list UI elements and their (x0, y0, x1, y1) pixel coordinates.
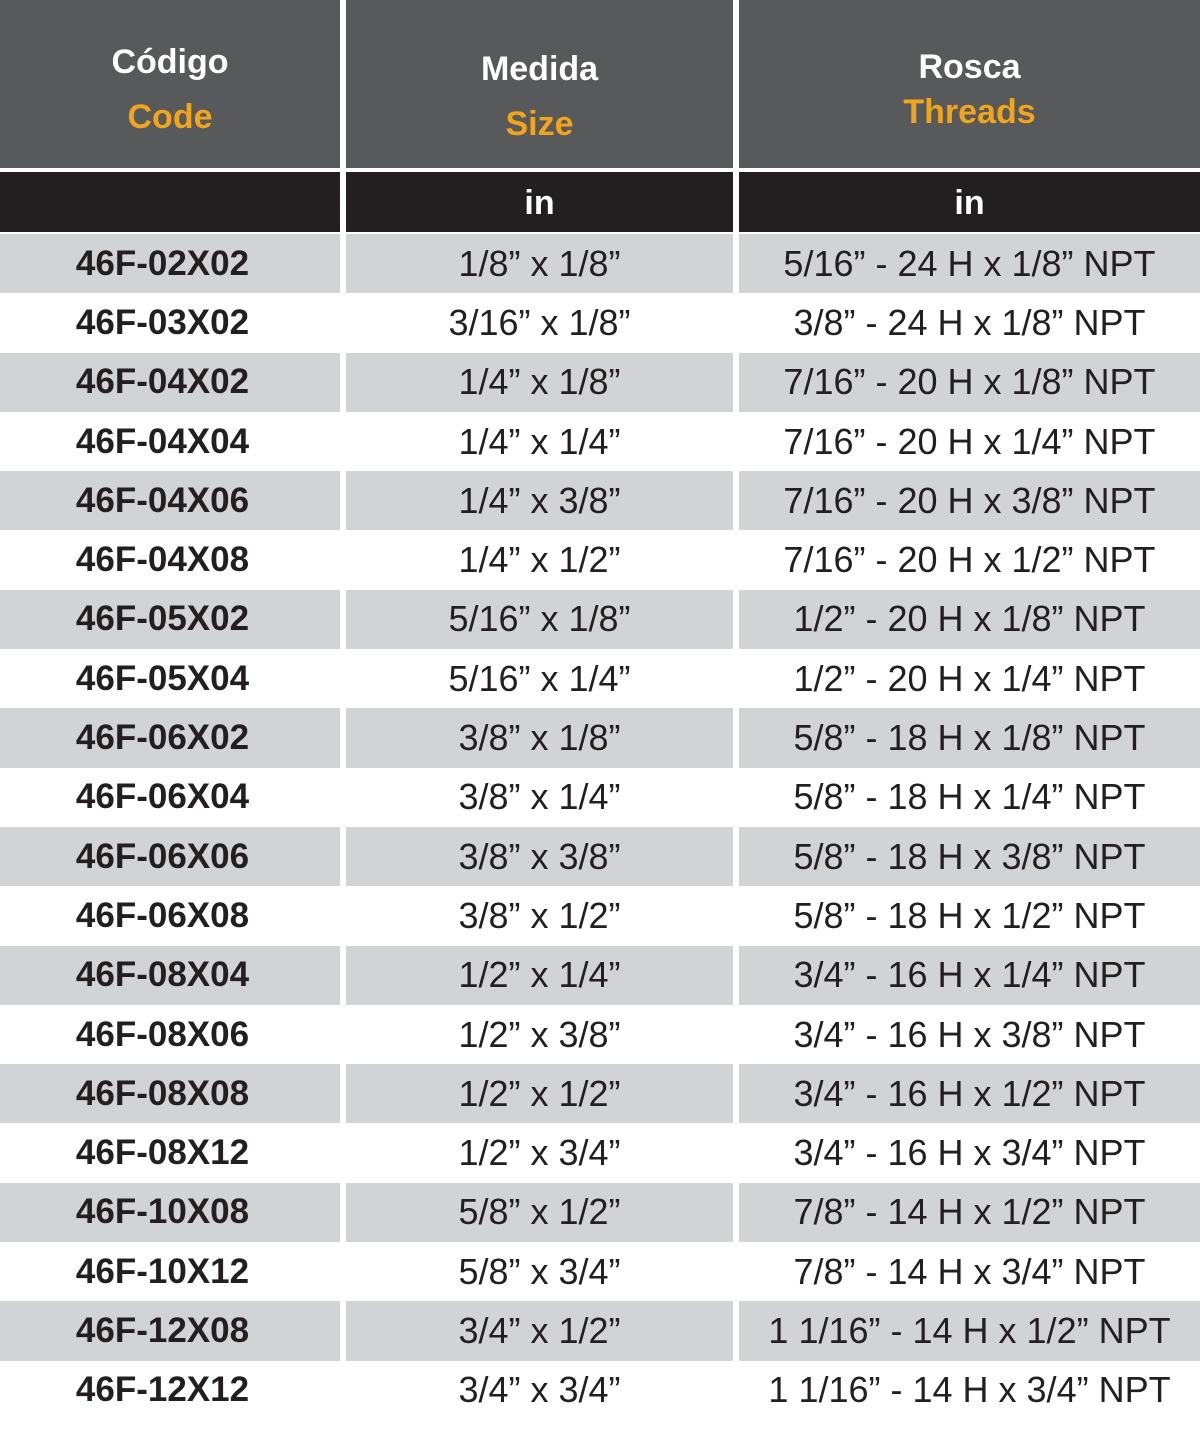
column-divider (340, 1361, 346, 1420)
table-row (0, 649, 1200, 708)
table-body (0, 234, 1200, 1420)
cell-size: 3/8” x 1/2” (458, 894, 621, 936)
column-divider (733, 412, 739, 471)
cell-size: 3/8” x 1/4” (458, 776, 621, 818)
cell-code: 46F-04X02 (75, 362, 250, 402)
column-divider (340, 471, 346, 530)
cell-threads: 1/2” - 20 H x 1/8” NPT (793, 598, 1146, 640)
cell-size: 3/4” x 3/4” (458, 1369, 621, 1411)
cell-threads: 3/4” - 16 H x 3/4” NPT (793, 1132, 1146, 1174)
cell-code: 46F-03X02 (75, 302, 250, 342)
column-divider (733, 649, 739, 708)
unit-code (0, 172, 340, 232)
cell-threads: 1 1/16” - 14 H x 1/2” NPT (768, 1309, 1171, 1351)
column-divider (340, 530, 346, 589)
column-divider (733, 1064, 739, 1123)
column-divider (340, 0, 346, 168)
cell-code: 46F-04X08 (75, 540, 250, 580)
column-divider (733, 1123, 739, 1182)
cell-size: 1/4” x 3/8” (458, 479, 621, 521)
unit-size: in (524, 184, 555, 222)
cell-code: 46F-05X02 (75, 599, 250, 639)
header-code (0, 0, 340, 168)
cell-code: 46F-04X06 (75, 480, 250, 520)
cell-code: 46F-10X08 (75, 1192, 250, 1232)
table-row (0, 1242, 1200, 1301)
column-divider (733, 1361, 739, 1420)
cell-code: 46F-06X02 (75, 718, 250, 758)
table-row (0, 590, 1200, 649)
column-divider (733, 768, 739, 827)
cell-threads: 1/2” - 20 H x 1/4” NPT (793, 657, 1146, 699)
header-size-es: Medida (480, 50, 599, 88)
table-row (0, 1183, 1200, 1242)
header-code-es: Código (111, 43, 229, 81)
cell-size: 1/4” x 1/8” (458, 361, 621, 403)
column-divider (340, 886, 346, 945)
header-threads (739, 0, 1200, 168)
column-divider (340, 293, 346, 352)
header-code-en: Code (127, 98, 213, 136)
column-divider (733, 708, 739, 767)
cell-code: 46F-12X12 (75, 1370, 250, 1410)
column-divider (733, 1183, 739, 1242)
table-row (0, 1301, 1200, 1360)
table-row (0, 234, 1200, 293)
column-divider (733, 1242, 739, 1301)
header-size-en: Size (505, 105, 574, 143)
cell-size: 1/2” x 3/4” (458, 1132, 621, 1174)
cell-threads: 1 1/16” - 14 H x 3/4” NPT (768, 1369, 1171, 1411)
cell-size: 5/8” x 1/2” (458, 1191, 621, 1233)
cell-size: 3/8” x 3/8” (458, 835, 621, 877)
cell-code: 46F-08X06 (75, 1014, 250, 1054)
table-row (0, 1123, 1200, 1182)
cell-size: 1/8” x 1/8” (458, 242, 621, 284)
column-divider (733, 1005, 739, 1064)
cell-threads: 3/4” - 16 H x 1/2” NPT (793, 1072, 1146, 1114)
cell-code: 46F-06X04 (75, 777, 250, 817)
cell-code: 46F-10X12 (75, 1251, 250, 1291)
cell-size: 1/2” x 1/4” (458, 954, 621, 996)
cell-threads: 7/16” - 20 H x 1/2” NPT (783, 539, 1156, 581)
table-row (0, 293, 1200, 352)
header-threads-es: Rosca (918, 48, 1021, 86)
column-divider (340, 1064, 346, 1123)
cell-code: 46F-08X08 (75, 1073, 250, 1113)
table-row (0, 412, 1200, 471)
cell-code: 46F-04X04 (75, 421, 250, 461)
cell-threads: 3/8” - 24 H x 1/8” NPT (793, 301, 1146, 343)
cell-threads: 5/8” - 18 H x 1/2” NPT (793, 894, 1146, 936)
table-row (0, 886, 1200, 945)
column-divider (733, 293, 739, 352)
column-divider (733, 946, 739, 1005)
column-divider (733, 471, 739, 530)
unit-threads: in (954, 184, 985, 222)
column-divider (340, 590, 346, 649)
cell-code: 46F-12X08 (75, 1310, 250, 1350)
cell-size: 3/4” x 1/2” (458, 1309, 621, 1351)
cell-threads: 7/8” - 14 H x 1/2” NPT (793, 1191, 1146, 1233)
cell-threads: 3/4” - 16 H x 3/8” NPT (793, 1013, 1146, 1055)
column-divider (340, 234, 346, 293)
table-row (0, 1005, 1200, 1064)
column-divider (340, 768, 346, 827)
cell-threads: 7/16” - 20 H x 1/4” NPT (783, 420, 1156, 462)
cell-threads: 5/8” - 18 H x 1/4” NPT (793, 776, 1146, 818)
column-divider (340, 353, 346, 412)
cell-size: 5/16” x 1/4” (448, 657, 631, 699)
cell-size: 5/8” x 3/4” (458, 1250, 621, 1292)
cell-size: 5/16” x 1/8” (448, 598, 631, 640)
cell-code: 46F-06X08 (75, 895, 250, 935)
cell-size: 3/8” x 1/8” (458, 717, 621, 759)
cell-size: 1/2” x 3/8” (458, 1013, 621, 1055)
column-divider (733, 530, 739, 589)
cell-code: 46F-08X04 (75, 955, 250, 995)
cell-threads: 5/8” - 18 H x 3/8” NPT (793, 835, 1146, 877)
table-row (0, 768, 1200, 827)
header-size (346, 0, 733, 168)
cell-threads: 5/8” - 18 H x 1/8” NPT (793, 717, 1146, 759)
table-row (0, 1361, 1200, 1420)
cell-code: 46F-06X06 (75, 836, 250, 876)
column-divider (733, 827, 739, 886)
column-divider (340, 946, 346, 1005)
column-divider (733, 353, 739, 412)
column-divider (340, 412, 346, 471)
column-divider (733, 590, 739, 649)
table-row (0, 353, 1200, 412)
column-divider (340, 1242, 346, 1301)
cell-size: 1/4” x 1/4” (458, 420, 621, 462)
column-divider (733, 886, 739, 945)
cell-threads: 7/16” - 20 H x 1/8” NPT (783, 361, 1156, 403)
column-divider (340, 1005, 346, 1064)
table-row (0, 1064, 1200, 1123)
cell-size: 1/2” x 1/2” (458, 1072, 621, 1114)
column-divider (340, 1183, 346, 1242)
cell-size: 3/16” x 1/8” (448, 301, 631, 343)
column-divider (340, 649, 346, 708)
cell-code: 46F-05X04 (75, 658, 250, 698)
column-divider (340, 1123, 346, 1182)
cell-size: 1/4” x 1/2” (458, 539, 621, 581)
table-row (0, 827, 1200, 886)
column-divider (340, 1301, 346, 1360)
header-threads-en: Threads (903, 93, 1036, 131)
column-divider (733, 0, 739, 168)
table-row (0, 708, 1200, 767)
table-header (0, 0, 1200, 168)
cell-code: 46F-02X02 (75, 243, 250, 283)
column-divider (340, 827, 346, 886)
cell-threads: 3/4” - 16 H x 1/4” NPT (793, 954, 1146, 996)
cell-threads: 7/8” - 14 H x 3/4” NPT (793, 1250, 1146, 1292)
table-row (0, 946, 1200, 1005)
column-divider (733, 1301, 739, 1360)
cell-threads: 7/16” - 20 H x 3/8” NPT (783, 479, 1156, 521)
column-divider (340, 708, 346, 767)
table-row (0, 530, 1200, 589)
cell-code: 46F-08X12 (75, 1133, 250, 1173)
table-row (0, 471, 1200, 530)
column-divider (733, 234, 739, 293)
cell-threads: 5/16” - 24 H x 1/8” NPT (783, 242, 1156, 284)
